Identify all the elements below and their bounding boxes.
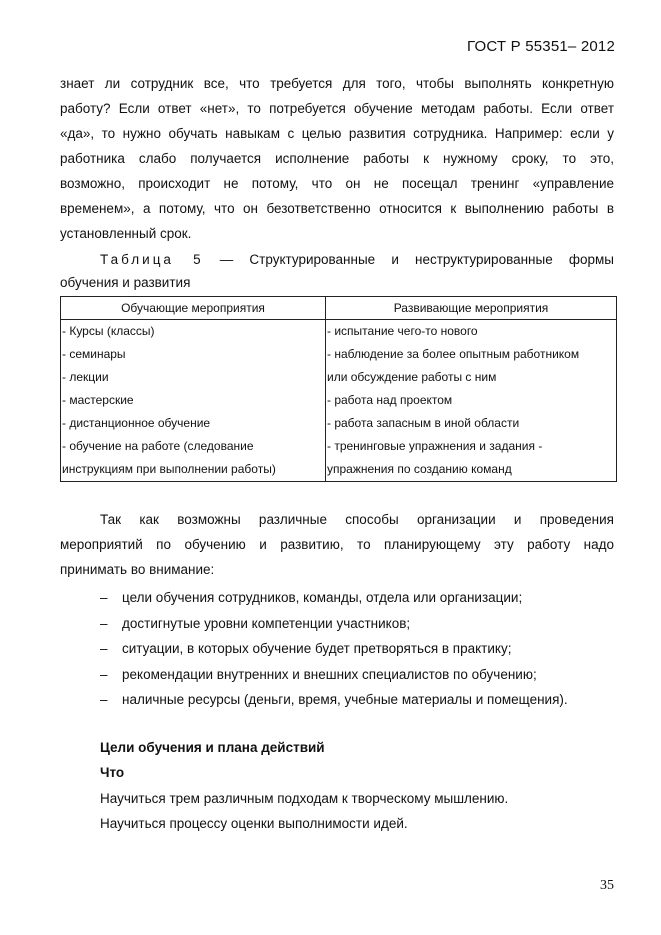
text-line: принимать во внимание: [60,562,215,577]
dash-marker: – [100,641,108,656]
section-subheading: Что [100,765,125,780]
text-line: работу? Если ответ «нет», то потребуется обучение методам работы. Если ответ [60,101,614,116]
table-cell-line: - дистанционное обучение [62,416,211,430]
table-cell-line: - испытание чего-то нового [327,324,478,338]
table-cell-line: - тренинговые упражнения и задания - [327,439,543,453]
table-caption [60,248,614,294]
table-header-cell: Развивающие мероприятия [326,297,617,320]
training-forms-table [60,296,617,482]
table-cell-line: инструкциям при выполнении работы) [62,462,276,476]
table-cell-line: - работа над проектом [327,393,453,407]
table-cell-line: - лекции [62,370,109,384]
table-caption-label: Таблица 5 [100,252,204,267]
body-paragraph [60,71,614,246]
list-item: – ситуации, в которых обучение будет претворяться в практику; [100,636,568,662]
table-caption-title-cont: обучения и развития [60,275,191,290]
text-line: возможно, происходит не потому, что он не посещал тренинг «управление [60,176,614,191]
dash-marker: – [100,615,108,631]
table-cell-line: - семинары [62,347,126,361]
table-cell-line: упражнения по созданию команд [327,462,512,476]
dash-marker: – [100,692,108,707]
table-caption-title: — Структурированные и неструктурированные формы [219,252,614,267]
text-line: «да», то нужно обучать навыкам с целью развития сотрудника. Например: если у [60,126,614,141]
list-item: – наличные ресурсы (деньги, время, учебные материалы и помещения). [100,687,568,713]
text-line: знает ли сотрудник все, что требуется для того, чтобы выполнять конкретную [60,76,614,91]
intro-paragraph [60,507,614,582]
section-heading: Цели обучения и плана действий [100,740,325,755]
table-header-cell: Обучающие мероприятия [61,297,326,320]
text-line: временем», а потому, что он безответственно относится к выполнению работы в [60,201,614,216]
table-cell-line: - обучение на работе (следование [62,439,254,453]
table-cell-line: - Курсы (классы) [62,324,155,338]
text-line: Так как возможны различные способы организации и проведения [100,512,614,527]
table-cell-development [326,320,617,482]
text-line: мероприятий по обучению и развитию, то планирующему эту работу надо [60,537,614,552]
text-line: Научиться процессу оценки выполнимости идей. [100,816,408,831]
table-cell-line: - работа запасным в иной области [327,416,520,430]
table-cell-line: или обсуждение работы с ним [327,370,497,384]
table-cell-line: - мастерские [62,393,134,407]
considerations-list [100,585,568,713]
list-item: – достигнутые уровни компетенции участников; [100,611,568,637]
list-item: – цели обучения сотрудников, команды, отдела или организации; [100,585,568,611]
table-cell-line: - наблюдение за более опытным работником [327,347,580,361]
page-number: 35 [600,878,614,893]
text-line: Научиться трем различным подходам к творческому мышлению. [100,791,509,806]
dash-marker: – [100,590,108,605]
list-item: – рекомендации внутренних и внешних специалистов по обучению; [100,662,568,688]
document-id-header: ГОСТ Р 55351– 2012 [467,38,615,55]
table-cell-training [61,320,326,482]
text-line: работника слабо получается исполнение работы к нужному сроку, то это, [60,151,614,166]
text-line: установленный срок. [60,226,192,241]
dash-marker: – [100,666,108,682]
